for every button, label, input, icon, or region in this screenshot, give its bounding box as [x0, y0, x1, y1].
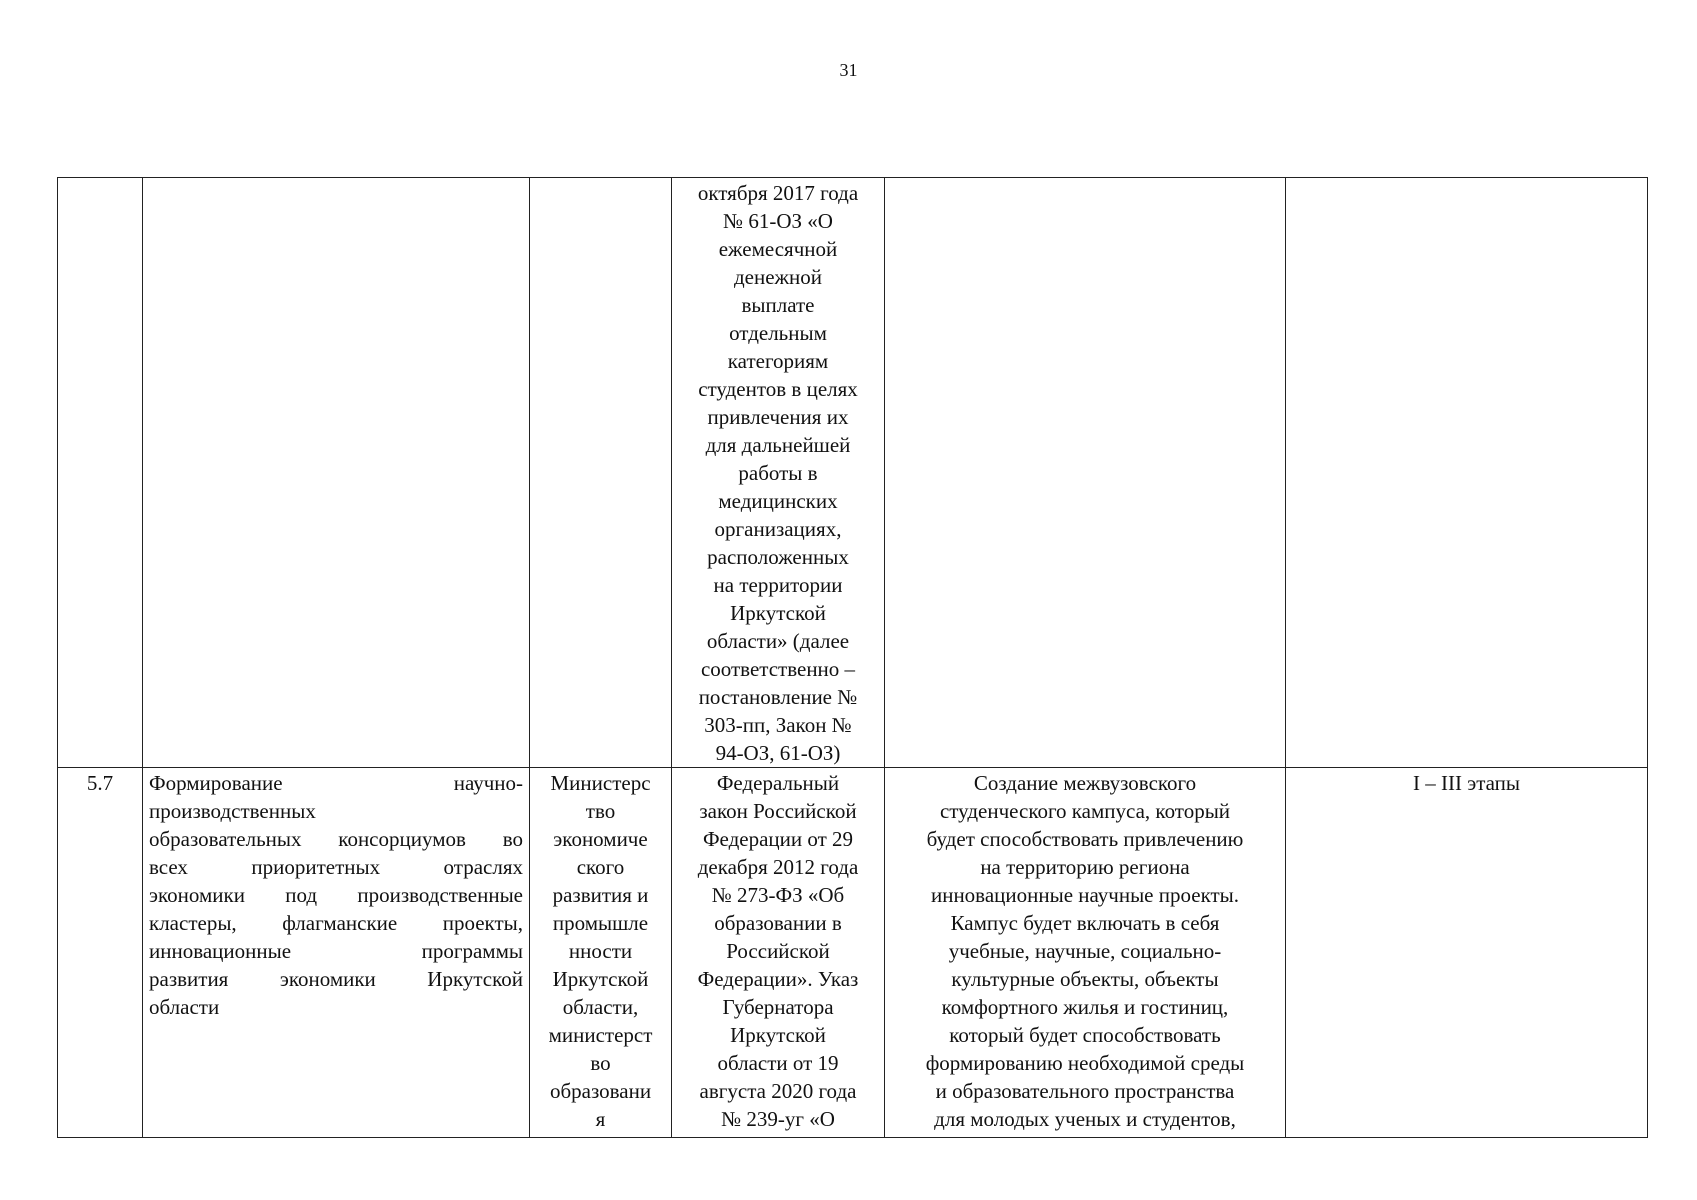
measures-table: [57, 177, 1648, 1138]
cell-measure: [143, 768, 530, 1138]
measure-line: инновационные программы: [149, 939, 523, 963]
measure-line: развития экономики Иркутской: [149, 967, 523, 991]
measure-line: кластеры, флагманские проекты,: [149, 911, 523, 935]
legal-basis-text: Федеральный закон Российской Федерации от 29 декабря 2012 года № 273-ФЗ «Об образовании в Российской Федерации». Указ Губернатора Иркутской области от 19 августа 2020 года № 239-уг «О: [697, 771, 859, 1131]
cell-result: [885, 178, 1286, 768]
table-row-5-7: [58, 768, 1648, 1138]
measure-line: Формирование научно-: [149, 771, 523, 795]
cell-stages: I – III этапы: [1286, 768, 1648, 1138]
page-number: 31: [839, 60, 858, 80]
table-row-continuation: [58, 178, 1648, 768]
cell-stages: [1286, 178, 1648, 768]
cell-executor: [530, 768, 672, 1138]
cell-legal-basis: [672, 178, 885, 768]
measure-line: всех приоритетных отраслях: [149, 855, 523, 879]
cell-measure: [143, 178, 530, 768]
cell-result: [885, 768, 1286, 1138]
measure-line: экономики под производственные: [149, 883, 523, 907]
measure-line: области: [149, 995, 220, 1019]
result-text: Создание межвузовского студенческого кампуса, который будет способствовать привлечению на территорию региона инновационные научные проекты. Кампус будет включать в себя учебные, научные, социально- культурные объекты, объекты комфортного жилья и гостиниц, который будет способствовать формированию необходимой среды и образовательного пространства для молодых ученых и студентов,: [925, 771, 1245, 1131]
measure-line: образовательных консорциумов во: [149, 827, 523, 851]
executor-text: Министерс тво экономиче ского развития и промышле нности Иркутской области, министерст во образовани я: [548, 771, 653, 1131]
legal-basis-text: октября 2017 года № 61-ОЗ «О ежемесячной денежной выплате отдельным категориям студентов в целях привлечения их для дальнейшей работы в медицинских организациях, расположенных на территории Иркутской области» (далее соответственно – постановление № 303-пп, Закон № 94-ОЗ, 61-ОЗ): [697, 181, 859, 765]
cell-legal-basis: [672, 768, 885, 1138]
cell-executor: [530, 178, 672, 768]
cell-number: 5.7: [58, 768, 143, 1138]
cell-number: [58, 178, 143, 768]
measure-line: производственных: [149, 799, 316, 823]
